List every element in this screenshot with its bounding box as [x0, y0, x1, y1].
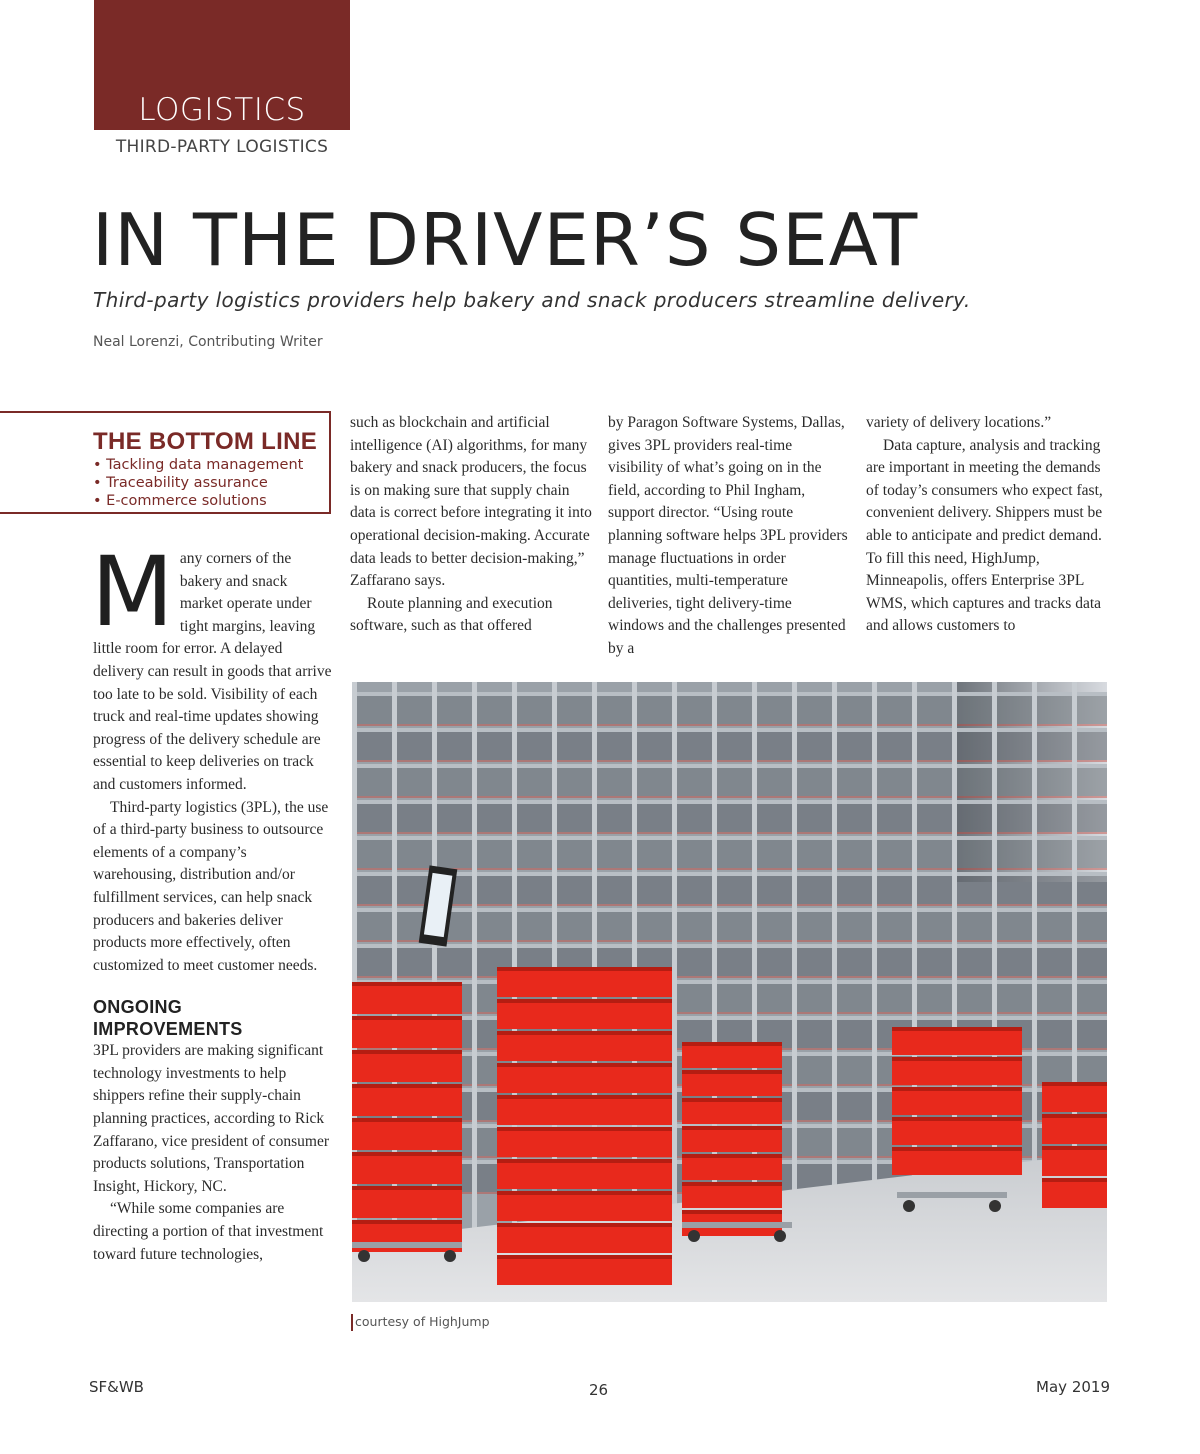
bottom-line-list	[93, 456, 303, 510]
drop-cap: M	[91, 536, 174, 648]
photo-caption: courtesy of HighJump	[355, 1314, 490, 1329]
article-column-3	[608, 412, 850, 661]
article-column-4	[866, 412, 1106, 638]
paragraph-text: any corners of the bakery and snack market operate under tight margins, leaving little room for error. A delayed delivery can result in goods that arrive too late to be sold. Visibility of each truck and real-time updates showing progress of the delivery schedule are essential to keep deliveries on track and customers informed.	[93, 550, 332, 793]
footer-page-number: 26	[589, 1381, 609, 1399]
headline: IN THE DRIVER’S SEAT	[92, 198, 919, 282]
section-banner	[94, 0, 350, 130]
bottom-line-item: • Tackling data management	[93, 457, 304, 473]
caption-rule	[351, 1314, 353, 1331]
article-column-2	[350, 412, 592, 638]
article-paragraph: such as blockchain and artificial intelligence (AI) algorithms, for many bakery and snack producers, the focus is on making sure that supply chain data is correct before integrating it into operational decision-making. Accurate data leads to better decision-making,” Zaffarano says.	[350, 414, 592, 590]
warehouse-illustration	[352, 682, 1107, 1302]
section-subhead: ONGOING IMPROVEMENTS	[93, 997, 243, 1040]
article-paragraph: Data capture, analysis and tracking are important in meeting the demands of today’s consumers who expect fast, convenient delivery. Shippers must be able to anticipate and predict demand. To fill this need, HighJump, Minneapolis, offers Enterprise 3PL WMS, which captures and tracks data and allows customers to	[866, 436, 1103, 635]
footer-publication: SF&WB	[89, 1378, 144, 1396]
bottom-line-box	[0, 411, 331, 514]
article-paragraph: by Paragon Software Systems, Dallas, gives 3PL providers real-time visibility of what’s going on in the field, according to Phil Ingham, support director. “Using route planning software helps 3PL providers manage fluctuations in order quantities, multi-temperature deliveries, tight delivery-time windows and the challenges presented by a	[608, 414, 848, 657]
warehouse-photo	[352, 682, 1107, 1302]
article-paragraph	[91, 536, 333, 797]
bottom-line-item: • E-commerce solutions	[93, 493, 267, 509]
article-paragraph: Third-party logistics (3PL), the use of a third-party business to outsource elements of a company’s warehousing, distribution and/or fulfillment services, can help snack producers and bakeries deliver products more effectively, often customized to meet customer needs.	[93, 798, 329, 974]
bottom-line-item: • Traceability assurance	[93, 475, 268, 491]
section-title: LOGISTICS	[138, 92, 306, 128]
article-paragraph: “While some companies are directing a portion of that investment toward future technologies,	[93, 1200, 324, 1263]
subsection-label: THIRD-PARTY LOGISTICS	[115, 137, 329, 157]
article-paragraph: variety of delivery locations.”	[866, 414, 1052, 431]
article-paragraph: Route planning and execution software, such as that offered	[350, 594, 553, 635]
footer-date: May 2019	[1036, 1378, 1110, 1396]
deck: Third-party logistics providers help bakery and snack producers streamline delivery.	[93, 288, 971, 312]
article-column-1	[91, 536, 333, 1266]
bottom-line-title: THE BOTTOM LINE	[93, 428, 318, 455]
byline: Neal Lorenzi, Contributing Writer	[93, 334, 323, 350]
article-paragraph: 3PL providers are making significant technology investments to help shippers refine their supply-chain planning practices, according to Rick Zaffarano, vice president of consumer products solutions, Transportation Insight, Hickory, NC.	[93, 1042, 329, 1195]
